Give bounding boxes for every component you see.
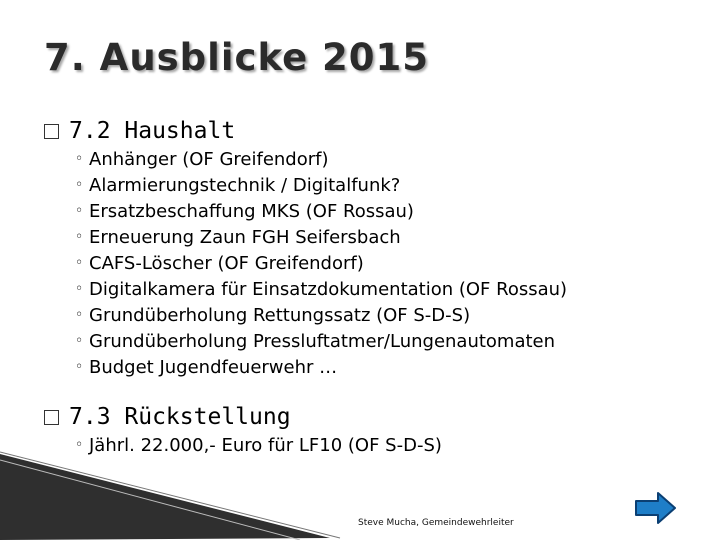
list-item <box>44 354 704 380</box>
checkbox-square-icon <box>44 410 59 425</box>
list-item-text: Budget Jugendfeuerwehr … <box>89 356 338 378</box>
list-item-text: Grundüberholung Pressluftatmer/Lungenautomaten <box>89 330 556 352</box>
footer-author: Steve Mucha, Gemeindewehrleiter <box>358 518 514 528</box>
checkbox-square-icon <box>44 124 59 139</box>
list-item-text: Grundüberholung Rettungssatz (OF S-D-S) <box>89 304 471 326</box>
list-item <box>44 172 704 198</box>
section-heading-row <box>44 116 704 146</box>
hollow-circle-icon: ◦ <box>75 333 84 349</box>
hollow-circle-icon: ◦ <box>75 437 84 453</box>
list-item-text: Alarmierungstechnik / Digitalfunk? <box>89 174 401 196</box>
list-item <box>44 328 704 354</box>
hollow-circle-icon: ◦ <box>75 359 84 375</box>
hollow-circle-icon: ◦ <box>75 281 84 297</box>
list-item-text: CAFS-Löscher (OF Greifendorf) <box>89 252 364 274</box>
hollow-circle-icon: ◦ <box>75 307 84 323</box>
hollow-circle-icon: ◦ <box>75 177 84 193</box>
list-item <box>44 276 704 302</box>
list-item-text: Jährl. 22.000,- Euro für LF10 (OF S-D-S) <box>89 434 442 456</box>
list-item <box>44 302 704 328</box>
section-heading-row <box>44 402 704 432</box>
list-item-text: Anhänger (OF Greifendorf) <box>89 148 329 170</box>
list-item <box>44 198 704 224</box>
decorative-swoosh <box>0 450 360 540</box>
section-heading: 7.3 Rückstellung <box>69 404 291 430</box>
list-item-text: Ersatzbeschaffung MKS (OF Rossau) <box>89 200 414 222</box>
list-item <box>44 250 704 276</box>
hollow-circle-icon: ◦ <box>75 151 84 167</box>
right-arrow-icon[interactable] <box>634 490 678 526</box>
list-item <box>44 224 704 250</box>
hollow-circle-icon: ◦ <box>75 203 84 219</box>
list-item-text: Erneuerung Zaun FGH Seifersbach <box>89 226 401 248</box>
hollow-circle-icon: ◦ <box>75 255 84 271</box>
list-item <box>44 146 704 172</box>
section-heading: 7.2 Haushalt <box>69 118 236 144</box>
section-haushalt <box>44 116 704 380</box>
list-item-text: Digitalkamera für Einsatzdokumentation (OF Rossau) <box>89 278 568 300</box>
item-list <box>44 146 704 380</box>
slide-title: 7. Ausblicke 2015 <box>44 36 430 79</box>
hollow-circle-icon: ◦ <box>75 229 84 245</box>
